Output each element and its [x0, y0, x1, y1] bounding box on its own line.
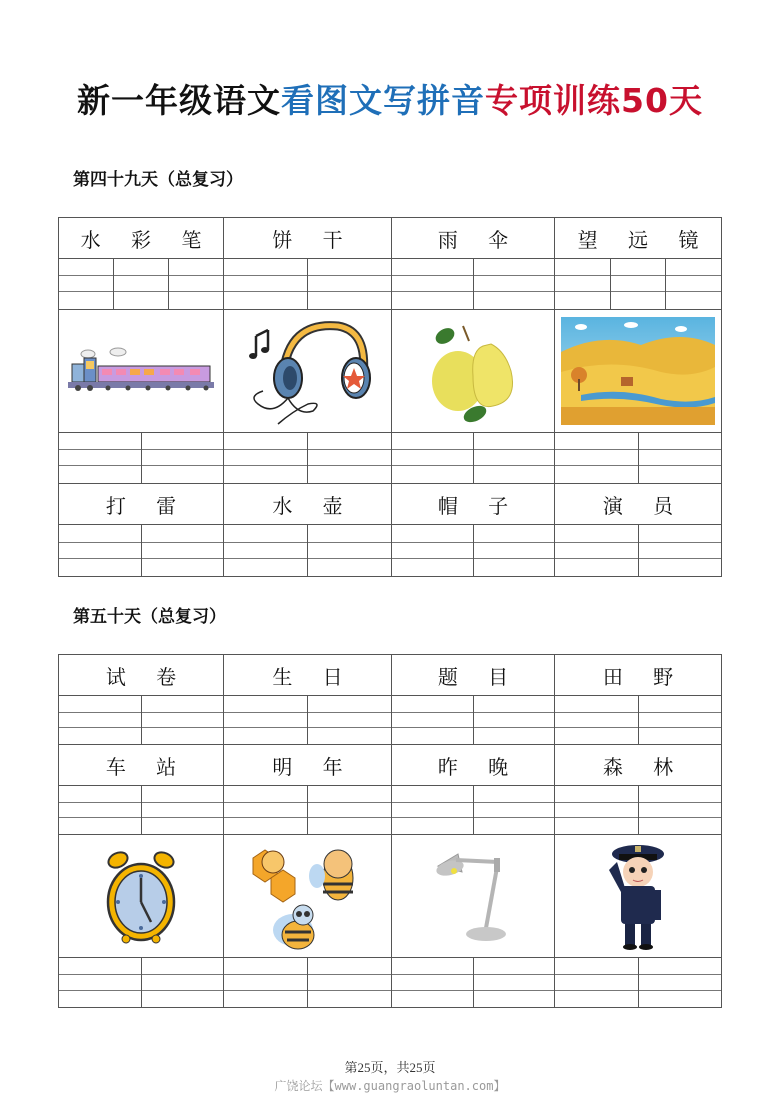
police-officer-image [555, 835, 721, 957]
word-cell: 水 壶 [272, 493, 355, 518]
word-cell: 生 日 [272, 664, 355, 689]
pinyin-writing-slot[interactable] [392, 433, 474, 483]
title-part-2: 看图文写拼音 [281, 81, 486, 120]
pinyin-writing-slot[interactable] [555, 958, 639, 1007]
pinyin-writing-slot[interactable] [59, 525, 142, 576]
watermark-site: 广饶论坛【www.guangraoluntan.com】 [274, 1079, 506, 1093]
pinyin-writing-slot[interactable] [308, 433, 391, 483]
word-cell: 打 雷 [105, 493, 189, 518]
pinyin-writing-slot[interactable] [474, 259, 555, 309]
pinyin-writing-slot[interactable] [142, 433, 224, 483]
word-cell: 昨 晚 [437, 754, 521, 779]
pinyin-writing-slot[interactable] [392, 958, 474, 1007]
pinyin-writing-slot[interactable] [59, 958, 142, 1007]
bees-image [224, 835, 391, 957]
pinyin-writing-slot[interactable] [142, 525, 224, 576]
pinyin-writing-slot[interactable] [474, 696, 555, 744]
pinyin-writing-slot[interactable] [392, 786, 474, 834]
word-row [59, 745, 721, 786]
pinyin-row [59, 786, 721, 835]
pinyin-writing-slot[interactable] [474, 525, 555, 576]
word-row [59, 218, 721, 259]
pinyin-writing-slot[interactable] [142, 696, 224, 744]
page-number: 第25页，共25页 [344, 1060, 436, 1075]
page-title [0, 78, 780, 124]
pinyin-writing-slot[interactable] [59, 696, 142, 744]
desk-lamp-image [392, 835, 554, 957]
pinyin-writing-slot[interactable] [392, 696, 474, 744]
word-row [59, 655, 721, 696]
pinyin-writing-slot[interactable] [59, 786, 142, 834]
pinyin-row [59, 259, 721, 310]
pinyin-writing-slot[interactable] [142, 786, 224, 834]
pinyin-writing-slot[interactable] [639, 958, 722, 1007]
pinyin-writing-slot[interactable] [308, 696, 391, 744]
pinyin-writing-slot[interactable] [611, 259, 667, 309]
pinyin-row [59, 525, 721, 576]
word-cell: 田 野 [602, 664, 686, 689]
alarm-clock-image [59, 835, 223, 957]
pinyin-writing-slot[interactable] [224, 259, 308, 309]
pinyin-writing-slot[interactable] [224, 786, 308, 834]
word-cell: 试 卷 [105, 664, 189, 689]
word-cell: 车 站 [105, 754, 189, 779]
pinyin-writing-slot[interactable] [639, 433, 722, 483]
pinyin-writing-slot[interactable] [555, 433, 639, 483]
pinyin-row [59, 433, 721, 484]
word-row [59, 484, 721, 525]
pinyin-writing-slot[interactable] [639, 786, 722, 834]
pinyin-writing-slot[interactable] [308, 786, 391, 834]
pinyin-writing-slot[interactable] [639, 525, 722, 576]
pinyin-writing-slot[interactable] [474, 786, 555, 834]
pinyin-writing-slot[interactable] [392, 525, 474, 576]
pinyin-writing-slot[interactable] [474, 958, 555, 1007]
day-49-heading: 第四十九天（总复习） [73, 170, 243, 190]
title-part-3: 专项训练50天 [485, 81, 703, 120]
word-cell: 森 林 [602, 754, 686, 779]
word-cell: 雨 伞 [437, 227, 521, 252]
word-cell: 题 目 [437, 664, 521, 689]
pinyin-writing-slot[interactable] [224, 525, 308, 576]
image-row [59, 310, 721, 433]
pinyin-writing-slot[interactable] [555, 525, 639, 576]
pinyin-writing-slot[interactable] [666, 259, 721, 309]
word-cell: 饼 干 [272, 227, 355, 252]
pinyin-row [59, 958, 721, 1007]
pear-image [392, 310, 554, 432]
pinyin-writing-slot[interactable] [224, 433, 308, 483]
day-50-grid [58, 654, 722, 1008]
day-49-grid [58, 217, 722, 577]
pinyin-writing-slot[interactable] [392, 259, 474, 309]
pinyin-writing-slot[interactable] [555, 696, 639, 744]
word-cell: 明 年 [272, 754, 355, 779]
day-50-heading: 第五十天（总复习） [73, 607, 226, 627]
pinyin-writing-slot[interactable] [555, 259, 611, 309]
pinyin-writing-slot[interactable] [639, 696, 722, 744]
pinyin-writing-slot[interactable] [169, 259, 223, 309]
word-cell: 望 远 镜 [577, 227, 711, 252]
pinyin-writing-slot[interactable] [59, 259, 114, 309]
pinyin-writing-slot[interactable] [224, 958, 308, 1007]
pinyin-writing-slot[interactable] [114, 259, 169, 309]
image-row [59, 835, 721, 958]
pinyin-writing-slot[interactable] [308, 958, 391, 1007]
pinyin-writing-slot[interactable] [474, 433, 555, 483]
pinyin-writing-slot[interactable] [59, 433, 142, 483]
word-cell: 演 员 [602, 493, 686, 518]
pinyin-row [59, 696, 721, 745]
word-cell: 水 彩 笔 [80, 227, 214, 252]
pinyin-writing-slot[interactable] [308, 259, 391, 309]
autumn-field-image [555, 310, 721, 432]
train-image [59, 310, 223, 432]
pinyin-writing-slot[interactable] [308, 525, 391, 576]
word-cell: 帽 子 [437, 493, 521, 518]
title-part-1: 新一年级语文 [77, 81, 282, 120]
pinyin-writing-slot[interactable] [224, 696, 308, 744]
pinyin-writing-slot[interactable] [555, 786, 639, 834]
pinyin-writing-slot[interactable] [142, 958, 224, 1007]
headphones-image [224, 310, 391, 432]
